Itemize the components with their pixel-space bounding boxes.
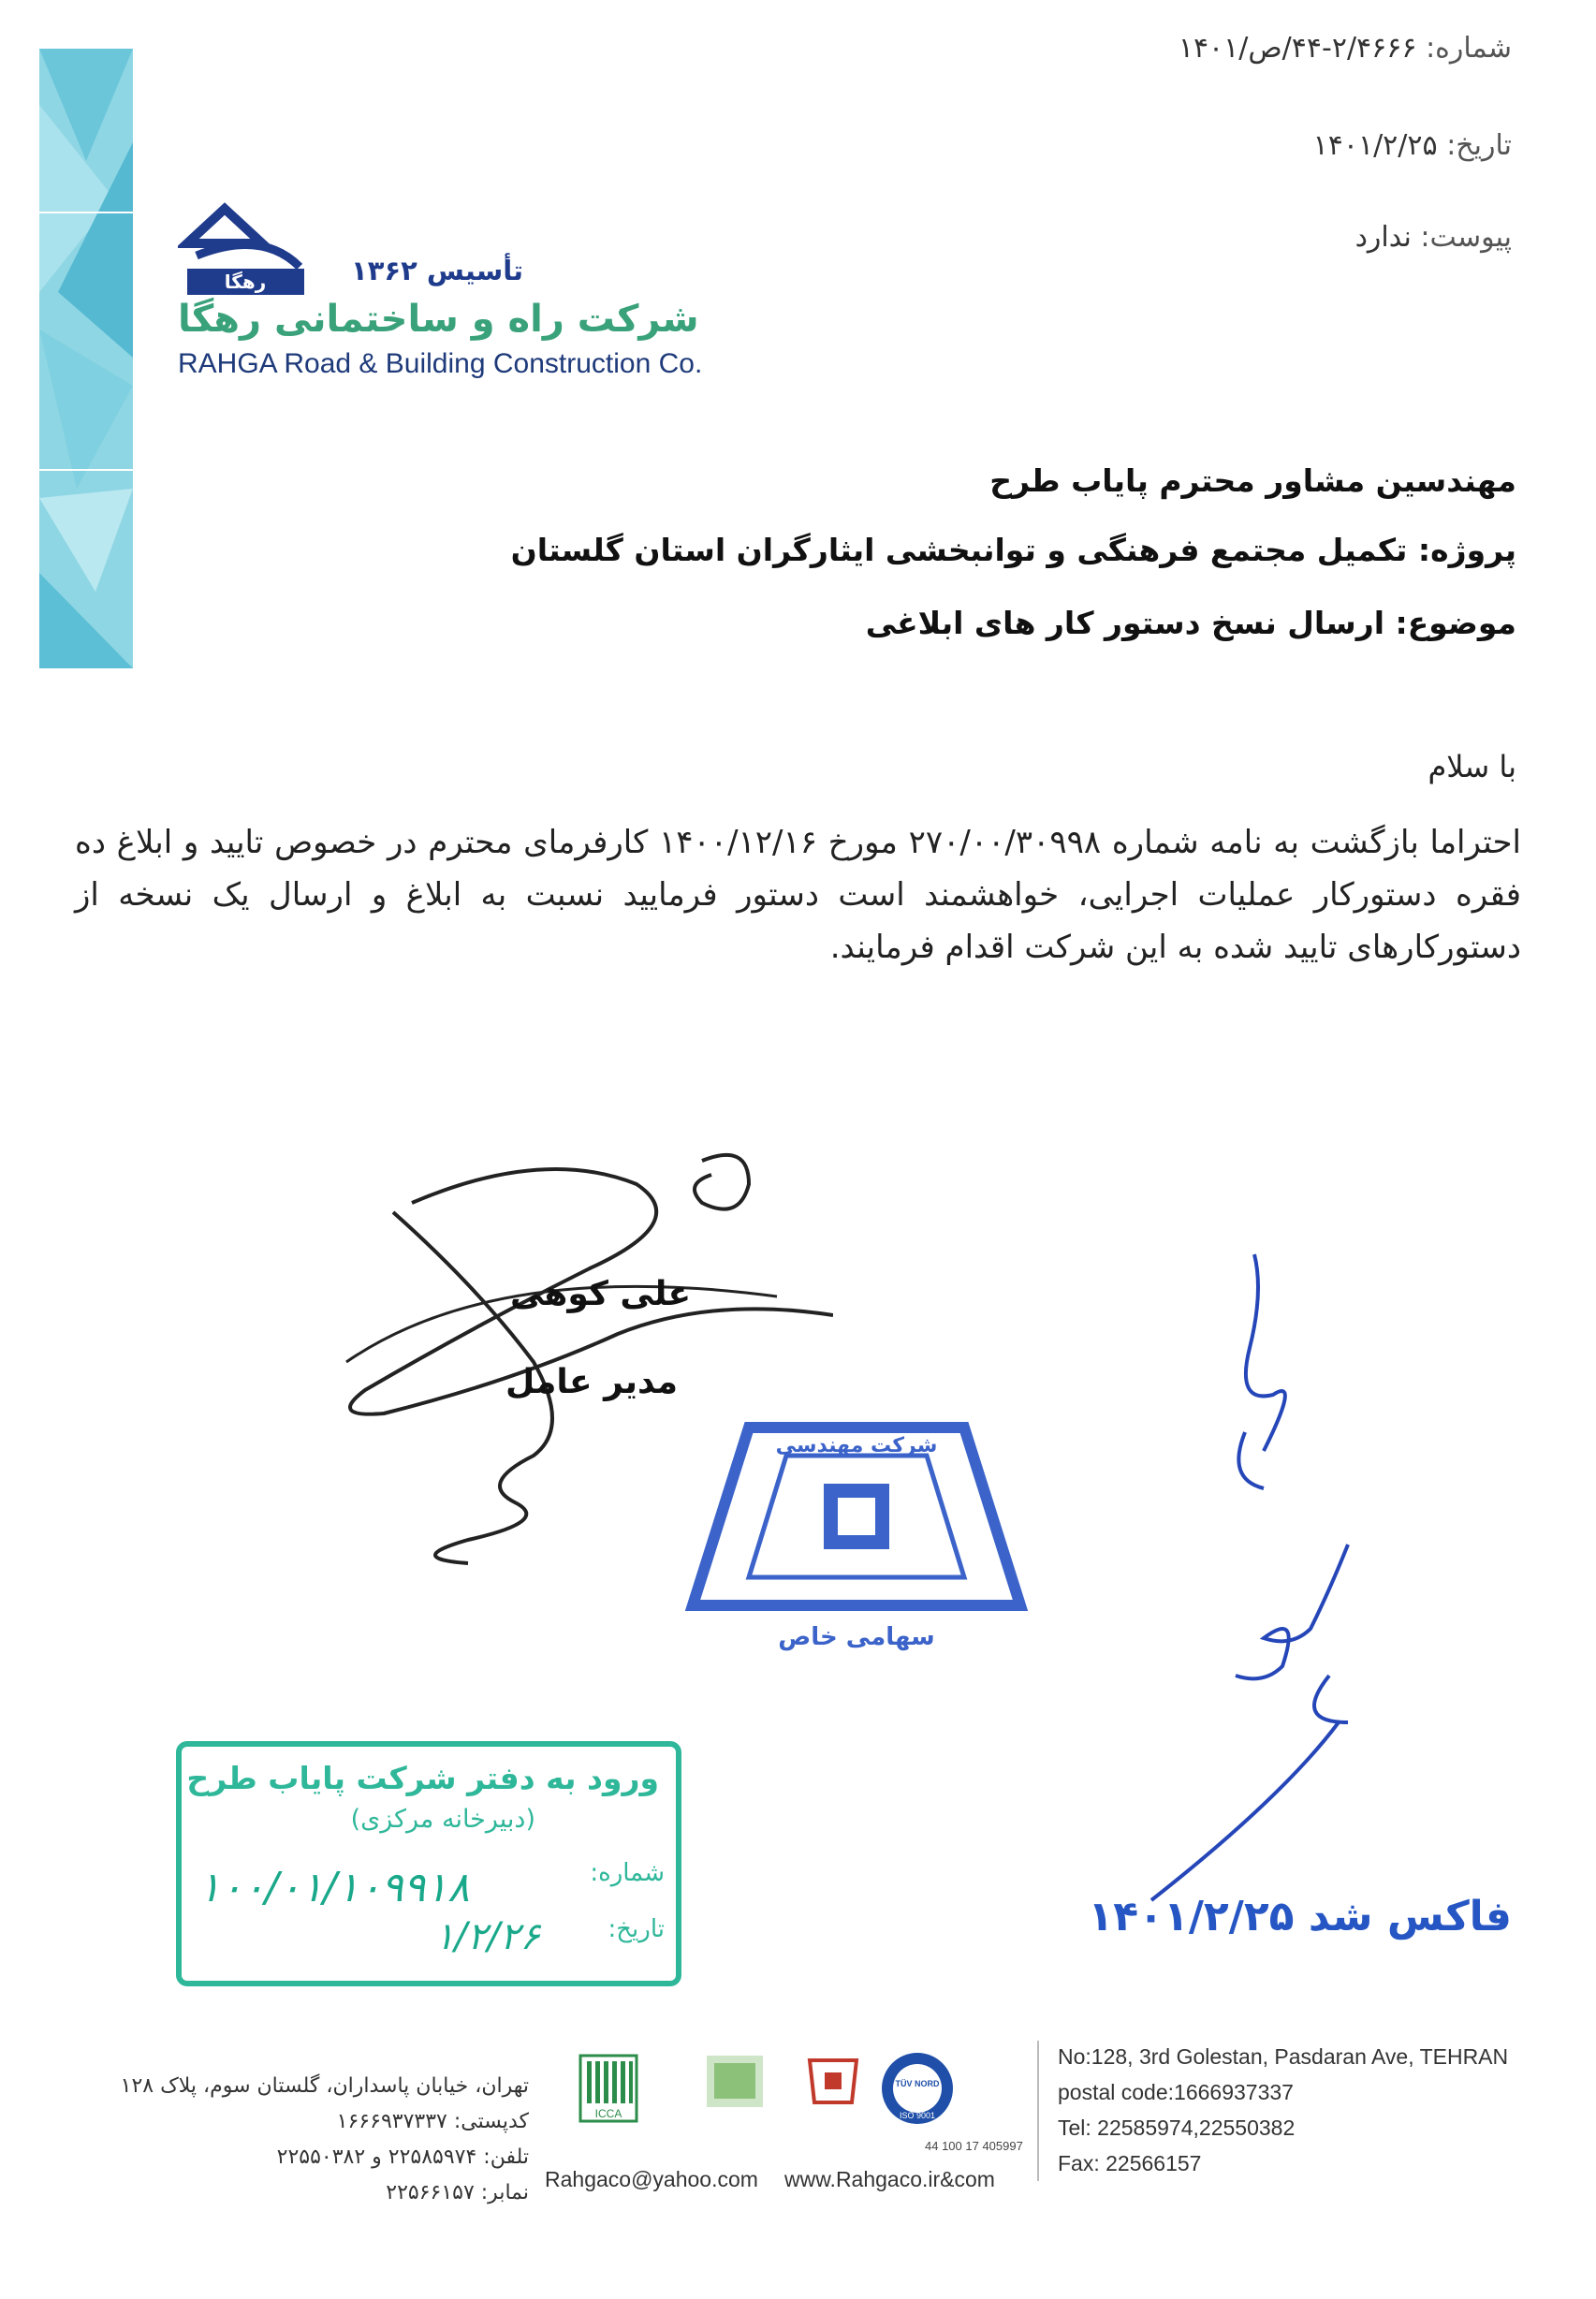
footer-phone-fa: تلفن: ۲۲۵۸۵۹۷۴ و ۲۲۵۵۰۳۸۲ (276, 2145, 529, 2169)
footer-email[interactable]: Rahgaco@yahoo.com (545, 2167, 758, 2191)
stamp-number-label: شماره: (590, 1859, 665, 1887)
subject-line: موضوع: ارسال نسخ دستور کار های ابلاغی (865, 605, 1516, 641)
stamp-subtitle: (دبیرخانه مرکزی) (350, 1805, 535, 1834)
certificate-number: 44 100 17 405997 (925, 2139, 1023, 2153)
letter-attachment-label: پیوست: (1420, 221, 1512, 254)
company-logo (178, 201, 309, 300)
stamp-date-label: تاریخ: (608, 1915, 665, 1943)
footer-divider (1037, 2041, 1039, 2181)
svg-text:ICCA: ICCA (594, 2107, 622, 2120)
letter-body: احتراما بازگشت به نامه شماره ۲۷۰/۰۰/۳۰۹۹۸ مورخ ۱۴۰۰/۱۲/۱۶ کارفرمای محترم در خصوص تایید و ابلاغ ده فقره دستورکار عملیات اجرایی، خواهشمند است دستور فرمایید نسبت به ابلاغ و ارسال یک نسخه از دستورکارهای تایید شده به این شرکت اقدام فرمایند. (75, 824, 1521, 966)
icca-logo (580, 2056, 637, 2121)
footer-persian-contact (121, 2069, 529, 2211)
svg-text:TÜV NORD: TÜV NORD (895, 2079, 940, 2088)
footer-fax-fa: نمابر: ۲۲۵۶۶۱۵۷ (386, 2181, 529, 2204)
project-line: پروژه: تکمیل مجتمع فرهنگی و توانبخشی ایثارگران استان گلستان (510, 532, 1516, 568)
company-name-english: RAHGA Road & Building Construction Co. (178, 348, 703, 379)
footer-address-en: No:128, 3rd Golestan, Pasdaran Ave, TEHRAN (1058, 2044, 1509, 2069)
fax-sent-stamp: فاکس شد ۱۴۰۱/۲/۲۵ (1088, 1893, 1512, 1940)
received-stamp (176, 1741, 681, 1986)
union-logo (810, 2060, 857, 2102)
letter-date-label: تاریخ: (1446, 129, 1512, 162)
footer-address-fa: تهران، خیابان پاسداران، گلستان سوم، پلاک ۱۲۸ (120, 2074, 529, 2098)
seal-top-text: شرکت مهندسی (775, 1434, 938, 1457)
tuv-iso-logo (882, 2053, 953, 2124)
svg-text:ISO 9001: ISO 9001 (899, 2111, 936, 2120)
decorative-band (39, 49, 133, 668)
footer-postal-fa: کدپستی: ۱۶۶۶۹۳۷۳۳۷ (336, 2110, 529, 2133)
established-year: تأسیس ۱۳۶۲ (351, 255, 524, 286)
company-name-persian: شرکت راه و ساختمانی رهگا (178, 298, 699, 341)
footer-website[interactable]: www.Rahgaco.ir&com (784, 2167, 995, 2191)
letter-number-value: ۲/۴۶۶۶-۴۴/ص/۱۴۰۱ (1178, 32, 1417, 65)
letter-number (1179, 32, 1512, 65)
signer-title: مدیر عامل (505, 1363, 679, 1401)
letter-attachment-value: ندارد (1354, 221, 1412, 254)
letter-date (1313, 129, 1512, 162)
letter-date-value: ۱۴۰۱/۲/۲۵ (1312, 129, 1438, 162)
footer-postal-en: postal code:1666937337 (1058, 2080, 1294, 2104)
footer-tel-en: Tel: 22585974,22550382 (1058, 2116, 1296, 2140)
seal-bottom-text: سهامی خاص (778, 1623, 935, 1651)
company-seal (683, 1418, 1030, 1663)
svg-text:رهگا: رهگا (224, 271, 267, 293)
stamp-title: ورود به دفتر شرکت پایاب طرح (186, 1760, 659, 1796)
stamp-date-value: ۱/۲/۲۶ (434, 1915, 540, 1958)
stamp-number-value: ۱۰۰/۰۱/۱۰۹۹۱۸ (198, 1864, 470, 1911)
association-logo (707, 2056, 763, 2107)
recipient-line: مهندسین مشاور محترم پایاب طرح (989, 462, 1516, 499)
greeting: با سلام (1428, 749, 1516, 784)
letter-number-label: شماره: (1426, 32, 1512, 65)
footer-fax-en: Fax: 22566157 (1058, 2151, 1202, 2175)
footer-english-contact (1058, 2039, 1508, 2181)
signer-name: علی کوهی (510, 1275, 692, 1313)
letter-attachment (1355, 221, 1512, 254)
handwritten-notes (1123, 1236, 1404, 1910)
